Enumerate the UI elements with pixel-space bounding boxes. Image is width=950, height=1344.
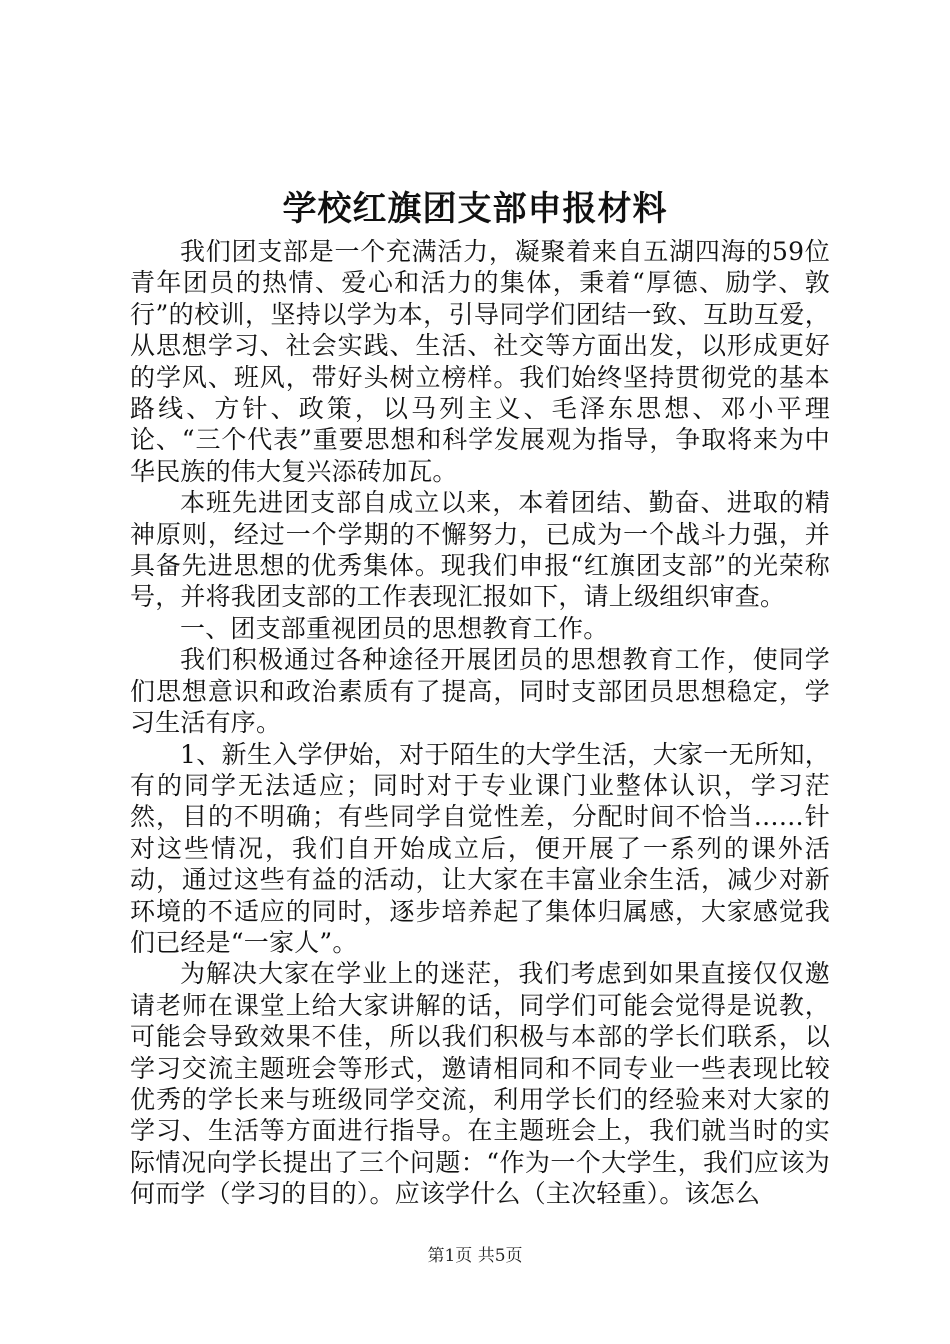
- document-body: [130, 236, 830, 1210]
- paragraph-application: 本班先进团支部自成立以来，本着团结、勤奋、进取的精神原则，经过一个学期的不懈努力，已成为一个战斗力强，并具备先进思想的优秀集体。现我们申报“红旗团支部”的光荣称号，并将我团支部的工作表现汇报如下，请上级组织审查。: [130, 488, 830, 612]
- paragraph-item-1: 1、新生入学伊始，对于陌生的大学生活，大家一无所知，有的同学无法适应；同时对于专业课门业整体认识，学习茫然，目的不明确；有些同学自觉性差，分配时间不恰当……针对这些情况，我们自开始成立后，便开展了一系列的课外活动，通过这些有益的活动，让大家在丰富业余生活，减少对新环境的不适应的同时，逐步培养起了集体归属感，大家感觉我们已经是“一家人”。: [130, 739, 830, 957]
- page-footer: 第1页 共5页: [427, 1246, 523, 1266]
- paragraph-education: 我们积极通过各种途径开展团员的思想教育工作，使同学们思想意识和政治素质有了提高，同时支部团员思想稳定，学习生活有序。: [130, 645, 830, 738]
- paragraph-solution: 为解决大家在学业上的迷茫，我们考虑到如果直接仅仅邀请老师在课堂上给大家讲解的话，同学们可能会觉得是说教，可能会导致效果不佳，所以我们积极与本部的学长们联系，以学习交流主题班会等形式，邀请相同和不同专业一些表现比较优秀的学长来与班级同学交流，利用学长们的经验来对大家的学习、生活等方面进行指导。在主题班会上，我们就当时的实际情况向学长提出了三个问题：“作为一个大学生，我们应该为何而学（学习的目的）。应该学什么（主次轻重）。该怎么: [130, 959, 830, 1209]
- paragraph-intro: 我们团支部是一个充满活力，凝聚着来自五湖四海的59位青年团员的热情、爱心和活力的集体，秉着“厚德、励学、敦行”的校训，坚持以学为本，引导同学们团结一致、互助互爱，从思想学习、社会实践、生活、社交等方面出发，以形成更好的学风、班风，带好头树立榜样。我们始终坚持贯彻党的基本路线、方针、政策，以马列主义、毛泽东思想、邓小平理论、“三个代表”重要思想和科学发展观为指导，争取将来为中华民族的伟大复兴添砖加瓦。: [130, 237, 830, 486]
- section-heading-1: 一、团支部重视团员的思想教育工作。: [180, 613, 609, 643]
- document-title: 学校红旗团支部申报材料: [282, 189, 668, 229]
